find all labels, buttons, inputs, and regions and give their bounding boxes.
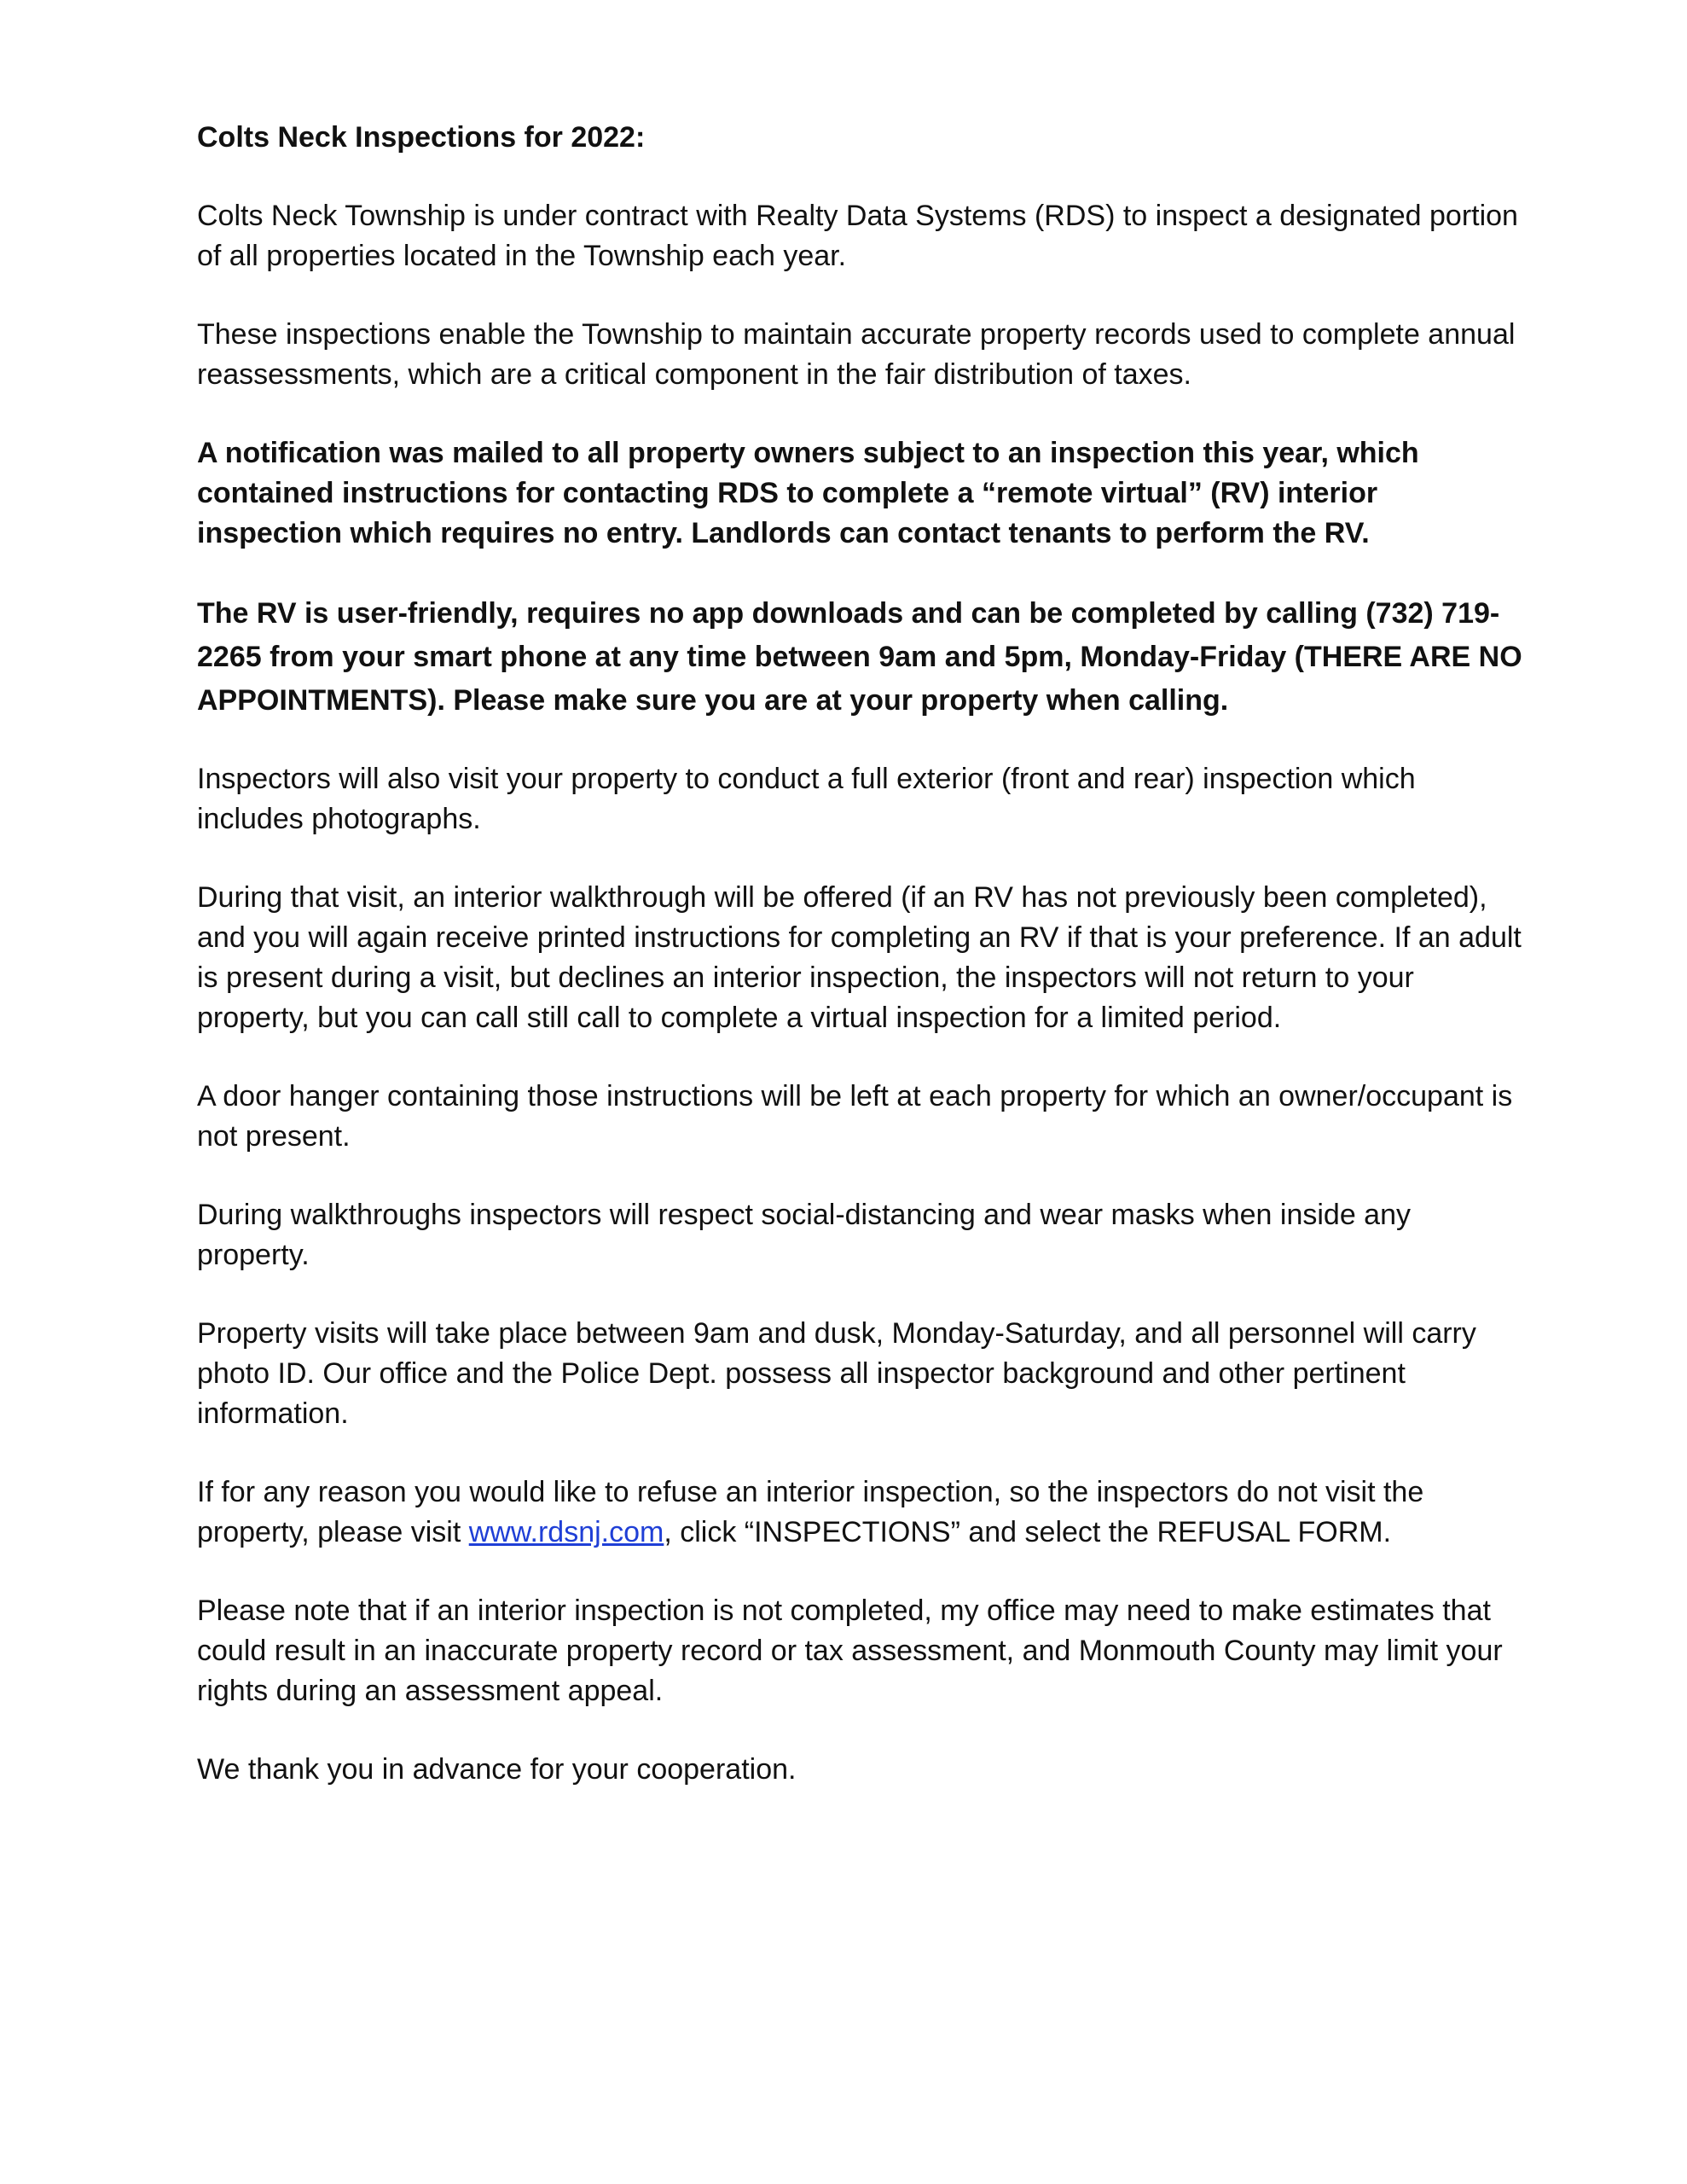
paragraph-exterior-inspection: Inspectors will also visit your property to conduct a full exterior (front and rear) inspection which includes photographs.	[197, 763, 1416, 835]
paragraph-interior-walkthrough: During that visit, an interior walkthrough will be offered (if an RV has not previously been completed), and you will again receive printed instructions for completing an RV if that is your preference. If an adult is present during a visit, but declines an interior inspection, the inspectors will not return to your property, but you can call still call to complete a virtual inspection for a limited period.	[197, 881, 1522, 1034]
paragraph-refusal	[197, 1472, 1528, 1553]
paragraph-purpose: These inspections enable the Township to maintain accurate property records used to complete annual reassessments, which are a critical component in the fair distribution of taxes.	[197, 318, 1516, 391]
paragraph-social-distancing: During walkthroughs inspectors will respect social-distancing and wear masks when inside any property.	[197, 1199, 1412, 1271]
paragraph-rv-instructions: The RV is user-friendly, requires no app downloads and can be completed by calling (732) 719-2265 from your smart phone at any time between 9am and 5pm, Monday-Friday (THERE ARE NO APPOINTMENTS). Please make sure you are at your property when calling.	[197, 597, 1522, 717]
paragraph-thank-you: We thank you in advance for your cooperation.	[197, 1753, 797, 1786]
document-title: Colts Neck Inspections for 2022:	[197, 121, 646, 154]
paragraph-door-hanger: A door hanger containing those instructions will be left at each property for which an owner/occupant is not present.	[197, 1080, 1513, 1153]
paragraph-estimates-notice: Please note that if an interior inspection is not completed, my office may need to make estimates that could result in an inaccurate property record or tax assessment, and Monmouth County may limit your rights during an assessment appeal.	[197, 1594, 1503, 1707]
document-page	[197, 118, 1528, 1828]
paragraph-contract: Colts Neck Township is under contract with Realty Data Systems (RDS) to inspect a designated portion of all properties located in the Township each year.	[197, 200, 1518, 272]
rdsnj-website-link[interactable]: www.rdsnj.com	[468, 1516, 664, 1548]
paragraph-property-visits: Property visits will take place between 9am and dusk, Monday-Saturday, and all personnel will carry photo ID. Our office and the Police Dept. possess all inspector background and other pertinent information.	[197, 1317, 1476, 1430]
refusal-text-after: , click “INSPECTIONS” and select the REFUSAL FORM.	[664, 1516, 1392, 1548]
refusal-text-before: If for any reason you would like to refuse an interior inspection, so the inspectors do not visit the property, please visit	[197, 1476, 1424, 1548]
paragraph-notification: A notification was mailed to all property owners subject to an inspection this year, which contained instructions for contacting RDS to complete a “remote virtual” (RV) interior inspection which requires no entry. Landlords can contact tenants to perform the RV.	[197, 437, 1419, 549]
